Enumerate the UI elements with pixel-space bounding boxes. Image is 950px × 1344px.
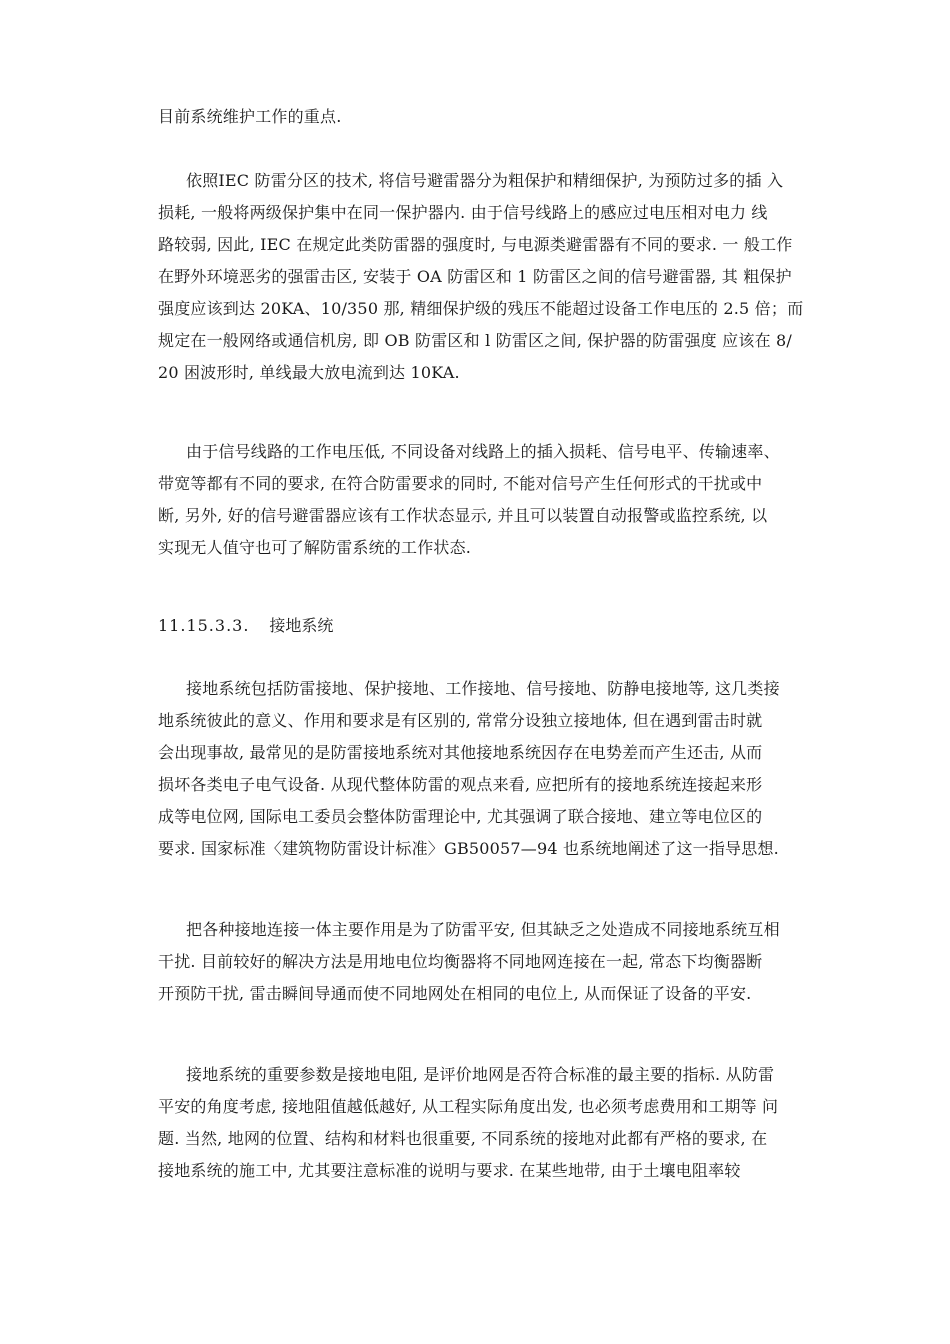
text-line: 把各种接地连接一体主要作用是为了防雷平安, 但其缺乏之处造成不同接地系统互相 xyxy=(186,920,780,939)
paragraph-continuation xyxy=(158,101,818,133)
text-line: 断, 另外, 好的信号避雷器应该有工作状态显示, 并且可以装置自动报警或监控系统, 以 xyxy=(158,506,768,525)
text-line: 干扰. 目前较好的解决方法是用地电位均衡器将不同地网连接在一起, 常态下均衡器断 xyxy=(158,952,763,971)
text-line: 目前系统维护工作的重点. xyxy=(158,107,342,126)
text-line: 开预防干扰, 雷击瞬间导通而使不同地网处在相同的电位上, 从而保证了设备的平安. xyxy=(158,984,752,1003)
text-line: 带宽等都有不同的要求, 在符合防雷要求的同时, 不能对信号产生任何形式的干扰或中 xyxy=(158,474,763,493)
text-line: 题. 当然, 地网的位置、结构和材料也很重要, 不同系统的接地对此都有严格的要求, 在 xyxy=(158,1129,768,1148)
section-heading xyxy=(158,610,333,642)
paragraph-grounding-system xyxy=(158,673,818,865)
paragraph-signal-arrester xyxy=(158,165,818,389)
text-line: 损耗, 一般将两级保护集中在同一保护器内. 由于信号线路上的感应过电压相对电力 线 xyxy=(158,203,768,222)
text-line: 接地系统包括防雷接地、保护接地、工作接地、信号接地、防静电接地等, 这几类接 xyxy=(186,679,780,698)
text-line: 在野外环境恶劣的强雷击区, 安装于 OA 防雷区和 1 防雷区之间的信号避雷器, 其 粗保护 xyxy=(158,267,792,286)
text-line: 路较弱, 因此, IEC 在规定此类防雷器的强度时, 与电源类避雷器有不同的要求. 一 般工作 xyxy=(158,235,793,254)
text-line: 接地系统的重要参数是接地电阻, 是评价地网是否符合标准的最主要的指标. 从防雷 xyxy=(186,1065,775,1084)
text-line: 实现无人值守也可了解防雷系统的工作状态. xyxy=(158,538,472,557)
text-line: 强度应该到达 20KA、10/350 那, 精细保护级的残压不能超过设备工作电压的 2.5 倍；而 xyxy=(158,299,804,318)
text-line: 地系统彼此的意义、作用和要求是有区别的, 常常分设独立接地体, 但在遇到雷击时就 xyxy=(158,711,763,730)
text-line: 20 困波形时, 单线最大放电流到达 10KA. xyxy=(158,363,460,382)
text-line: 依照IEC 防雷分区的技术, 将信号避雷器分为粗保护和精细保护, 为预防过多的插 入 xyxy=(186,171,784,190)
text-line: 接地系统的施工中, 尤其要注意标准的说明与要求. 在某些地带, 由于土壤电阻率较 xyxy=(158,1161,741,1180)
paragraph-signal-line-requirements xyxy=(158,436,818,564)
paragraph-grounding-resistance xyxy=(158,1059,818,1187)
text-line: 成等电位网, 国际电工委员会整体防雷理论中, 尤其强调了联合接地、建立等电位区的 xyxy=(158,807,763,826)
section-number: 11.15.3.3. xyxy=(158,616,250,635)
text-line: 平安的角度考虑, 接地阻值越低越好, 从工程实际角度出发, 也必须考虑费用和工期等 问 xyxy=(158,1097,779,1116)
text-line: 要求. 国家标准〈建筑物防雷设计标准〉GB50057—94 也系统地阐述了这一指导思想. xyxy=(158,839,779,858)
text-line: 损坏各类电子电气设备. 从现代整体防雷的观点来看, 应把所有的接地系统连接起来形 xyxy=(158,775,763,794)
section-title: 接地系统 xyxy=(269,616,334,635)
text-line: 会出现事故, 最常见的是防雷接地系统对其他接地系统因存在电势差而产生还击, 从而 xyxy=(158,743,763,762)
text-line: 由于信号线路的工作电压低, 不同设备对线路上的插入损耗、信号电平、传输速率、 xyxy=(186,442,780,461)
text-line: 规定在一般网络或通信机房, 即 OB 防雷区和 l 防雷区之间, 保护器的防雷强度 应该在 8/ xyxy=(158,331,793,350)
paragraph-equipotential xyxy=(158,914,818,1010)
